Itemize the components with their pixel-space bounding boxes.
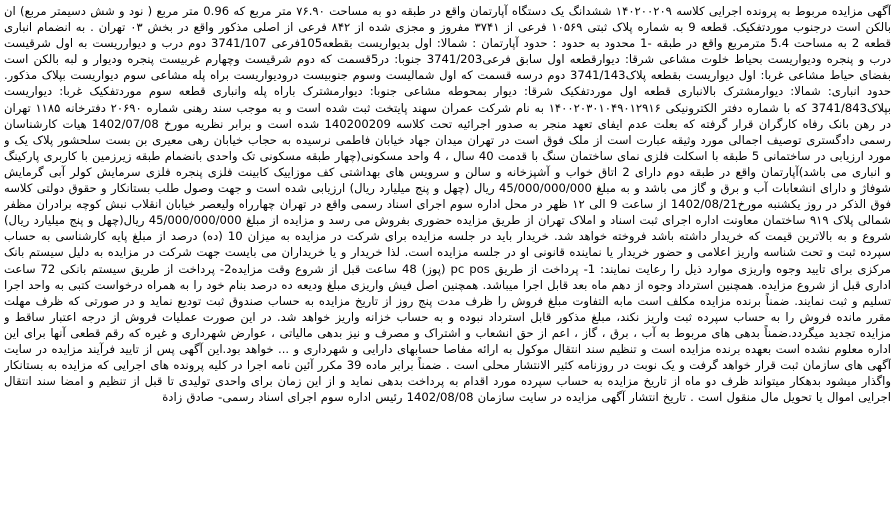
notice-page	[4, 3, 891, 508]
auction-notice-text: آگهی مزایده مربوط به پرونده اجرایی کلاسه ۱۴۰۲۰۰۲۰۹ ششدانگ یک دستگاه آپارتمان واقع در طبقه دو به مساحت ۷۶.۹۰ متر مربع که 0.96 متر مربع ( نود و شش دسیمتر مربع) ان بالکن است درجنوب موردتفکیک. قطعه 9 به شماره پلاک ثبتی ۱۰۵۶۹ فرعی از ۳۷۴۱ مفروز و مجزی شده از ۸۴۲ فرعی از اصلی مذکور واقع در بخش ۰۳ تهران . به انضمام انباری قطعه 2 به مساحت 5.4 مترمربع واقع در طبقه -1 محدود به حدود : حدود آپارتمان : شمالا: اول بدیواریست بقطعه105فرعی 3741/107 دوم درب و دیوارریست به اول شرقیست درب و پنجره ودیواریست بحیاط خلوت مشاعی شرقا: دیوارقطعه اول سابق فرعی3741/203 جنوبا: در5قسمت که دوم شرقیست وچهارم غربیست پنجره ودیوار و لبه بالکن است بفضای حیاط مشاعی غربا: اول دیواریست بقطعه پلاک3741/143 دوم درسه قسمت که اول شمالیست وسوم جنوبیست درودیواریست براه پله مشاعی سوم دیواریست بپلاک مذکور. حدود انباری: شمالا: دیوارمشترک بالانباری قطعه اول موردتفکیک شرقا: دیوار بمحوطه مشاعی جنوبا: دیوارمشترک باراه پله وانباری قطعه سوم موردتفکیک غربا: دیواریست بپلاک3741/843 که با شماره دفتر الکترونیکی ۱۴۰۰۲۰۳۰۱۰۴۹۰۱۲۹۱۶ به نام شرکت عمران سهند پایتخت ثبت شده است و به موجب سند رهنی شماره ۲۰۶۹۰ دفترخانه ۱۱۸۵ تهران در رهن بانک رفاه کارگران قرار گرفته که بعلت عدم ایفای تعهد منجر به صدور اجرائیه تحت کلاسه 140200209 شده است و برابر نظریه مورخ 1402/07/08 هیات کارشناسان رسمی دادگستری توصیف اجمالی مورد وثیقه عبارت است از ملک فوق است در تهران میدان جهاد خیابان فاطمی نرسیده به حجاب خیابان رهی معیری بن بست سلحشور پلاک یک و مورد ارزیابی در ساختمانی 5 طبقه با اسکلت فلزی نمای ساختمان سنگ با قدمت 40 سال ، 4 واحد مسکونی(چهار طبقه مسکونی تک واحدی بانضمام طبقه زیرزمین با کاربری پارکینگ و انباری می باشد)آپارتمان واقع در طبقه دوم دارای 2 اتاق خواب و آشپزخانه و سالن و سرویس های بهداشتی کف موزاییک کابینت فلزی پنجره فلزی سرمایش کولر آبی گرمایش شوفاژ و دارای انشعابات آب و برق و گاز می باشد و به مبلغ 45/000/000/000 ریال (چهل و پنج میلیارد ریال) ارزیابی شده است و جهت وصول طلب بستانکار و حقوق دولتی کلاسه فوق الذکر در روز یکشنبه مورخ1402/08/21 از ساعت 9 الی ۱۲ ظهر در محل اداره سوم اجرای اسناد رسمی واقع در تهران چهارراه ولیعصر خیابان انقلاب نبش کوچه برادران مظفر شمالی پلاک ۹۱۹ ساختمان معاونت اداره اجرای ثبت اسناد و املاک تهران از طریق مزایده حضوری بفروش می رسد و مزایده از مبلغ 45/000/000/000 ریال(چهل و پنج میلیارد ریال) شروع و به بالاترین قیمت که خریدار داشته باشد فروخته خواهد شد. خریدار باید در جلسه مزایده برای شرکت در مزایده به میزان 10 (ده) درصد از مبلغ پایه کارشناسی به حساب سپرده ثبت و تحت شناسه واریز اعلامی و حضور خریدار یا نماینده قانونی او در جلسه مزایده است. لذا خریدار و یا خریداران می بایست جهت شرکت در مزایده به دلیل سیستم بانک مرکزی برای تایید وجوه واریزی موارد ذیل را رعایت نمایند: 1- پرداخت از طریق pc pos (پوز) 48 ساعت قبل از شروع وقت مزایده2- پرداخت از طریق سیستم بانکی 72 ساعت اداری قبل از شروع مزایده. همچنین استرداد وجوه از دهم ماه بعد قابل اجرا میباشد. همچنین اصل فیش واریزی مبلغ ودیعه ده درصد بنام خود را به همراه درخواست کتبی به واحد اجرا تسلیم و ثبت نمایند. ضمناً برنده مزایده مکلف است مابه التفاوت مبلغ فروش را ظرف مدت پنج روز از تاریخ مزایده به حساب صندوق ثبت تودیع نماید و در صورتی که ظرف مهلت مقرر مانده فروش را به حساب سپرده ثبت واریز نکند، مبلغ مذکور قابل استرداد نبوده و به حساب خزانه واریز خواهد شد. در این صورت عملیات فروش از درجه اعتبار ساقط و مزایده تجدید میگردد.ضمناً بدهی های مربوط به آب ، برق ، گاز ، اعم از حق انشعاب و اشتراک و مصرف و نیز بدهی مالیاتی ، عوارض شهرداری و غیره که رقم قطعی آنها برای این اداره معلوم نشده است بعهده برنده مزایده است و تنظیم سند انتقال موکول به ارائه مفاصا حسابهای دارایی و شهرداری و ... خواهد بود.این آگهی پس از تایید فرآیند مزایده در سایت آگهی های سازمان ثبت قرار خواهد گرفت و یک نوبت در روزنامه کثیر الانتشار محلی است . ضمناً برابر ماده 39 مکرر آئین نامه اجرا در کلیه پرونده های اجرایی که مزایده به بستانکار واگذار میشود بدهکار میتواند ظرف دو ماه از تاریخ مزایده به حساب سپرده مورد اقدام به پرداخت بدهی نماید و از این زمان برای واحدی تولیدی تا قبل از تنظیم و امضا سند انتقال اجرایی اموال یا تحویل مال منقول است . تاریخ انتشار آگهی مزایده در سایت سازمان 1402/08/08 رئیس اداره سوم اجرای اسناد رسمی- صادق زادة	[4, 4, 891, 405]
